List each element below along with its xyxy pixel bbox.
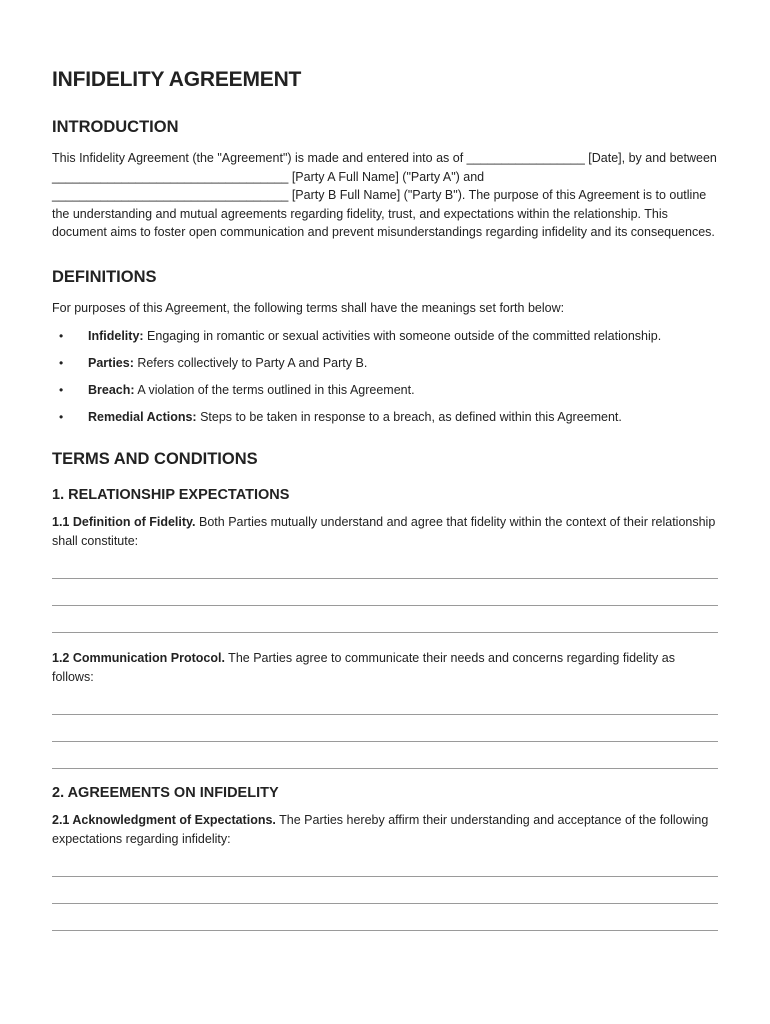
clause-label: 1.2 Communication Protocol. <box>52 651 225 665</box>
definition-term: Remedial Actions: <box>88 410 197 424</box>
definition-item-remedial-actions <box>52 408 718 426</box>
introduction-paragraph: This Infidelity Agreement (the "Agreement") is made and entered into as of _________________ [Date], by and between __________________________________ [Party A Full Name] ("Party A") and __________________________________ [Party B Full Name] ("Party B"). The purpose of this Agreement is to outline the understanding and mutual agreements regarding fidelity, trust, and expectations within the relationship. This document aims to foster open communication and prevent misunderstandings regarding infidelity and its consequences. <box>52 151 717 239</box>
definition-text: Engaging in romantic or sexual activities with someone outside of the committed relationship. <box>143 329 662 343</box>
bullet-icon: • <box>59 356 64 370</box>
blank-fill-line[interactable] <box>52 916 718 931</box>
blank-fill-line[interactable] <box>52 591 718 606</box>
definition-term: Breach: <box>88 383 135 397</box>
clause-label: 2.1 Acknowledgment of Expectations. <box>52 813 276 827</box>
introduction-heading: INTRODUCTION <box>52 118 179 136</box>
blank-fill-line[interactable] <box>52 889 718 904</box>
definition-text: Refers collectively to Party A and Party B. <box>133 356 368 370</box>
clause-2-1-blank-lines <box>52 862 718 931</box>
definition-text: Steps to be taken in response to a breach, as defined within this Agreement. <box>196 410 622 424</box>
bullet-icon: • <box>59 410 64 424</box>
blank-fill-line[interactable] <box>52 618 718 633</box>
bullet-icon: • <box>59 383 64 397</box>
definition-term: Parties: <box>88 356 134 370</box>
definitions-heading: DEFINITIONS <box>52 267 157 286</box>
blank-fill-line[interactable] <box>52 700 718 715</box>
definition-item-infidelity <box>52 327 718 345</box>
clause-2-1 <box>52 811 718 848</box>
definition-term: Infidelity: <box>88 329 144 343</box>
terms-heading: TERMS AND CONDITIONS <box>52 450 258 468</box>
document-title: INFIDELITY AGREEMENT <box>52 68 302 91</box>
clause-label: 1.1 Definition of Fidelity. <box>52 515 196 529</box>
clause-1-2 <box>52 649 718 686</box>
definitions-list <box>52 327 718 426</box>
section-1-heading: 1. RELATIONSHIP EXPECTATIONS <box>52 487 290 503</box>
clause-text: The Parties agree to communicate their needs and concerns regarding fidelity as follows: <box>52 651 675 684</box>
blank-fill-line[interactable] <box>52 862 718 877</box>
blank-fill-line[interactable] <box>52 564 718 579</box>
clause-1-2-blank-lines <box>52 700 718 769</box>
definition-item-breach <box>52 381 718 399</box>
clause-text: The Parties hereby affirm their understanding and acceptance of the following expectations regarding infidelity: <box>52 813 709 846</box>
clause-1-1-blank-lines <box>52 564 718 633</box>
section-2-heading: 2. AGREEMENTS ON INFIDELITY <box>52 785 279 801</box>
clause-text: Both Parties mutually understand and agree that fidelity within the context of their relationship shall constitute: <box>52 515 716 548</box>
blank-fill-line[interactable] <box>52 727 718 742</box>
definition-item-parties <box>52 354 718 372</box>
blank-fill-line[interactable] <box>52 754 718 769</box>
bullet-icon: • <box>59 329 64 343</box>
definition-text: A violation of the terms outlined in this Agreement. <box>134 383 415 397</box>
definitions-lead: For purposes of this Agreement, the following terms shall have the meanings set forth below: <box>52 300 565 315</box>
clause-1-1 <box>52 513 718 550</box>
